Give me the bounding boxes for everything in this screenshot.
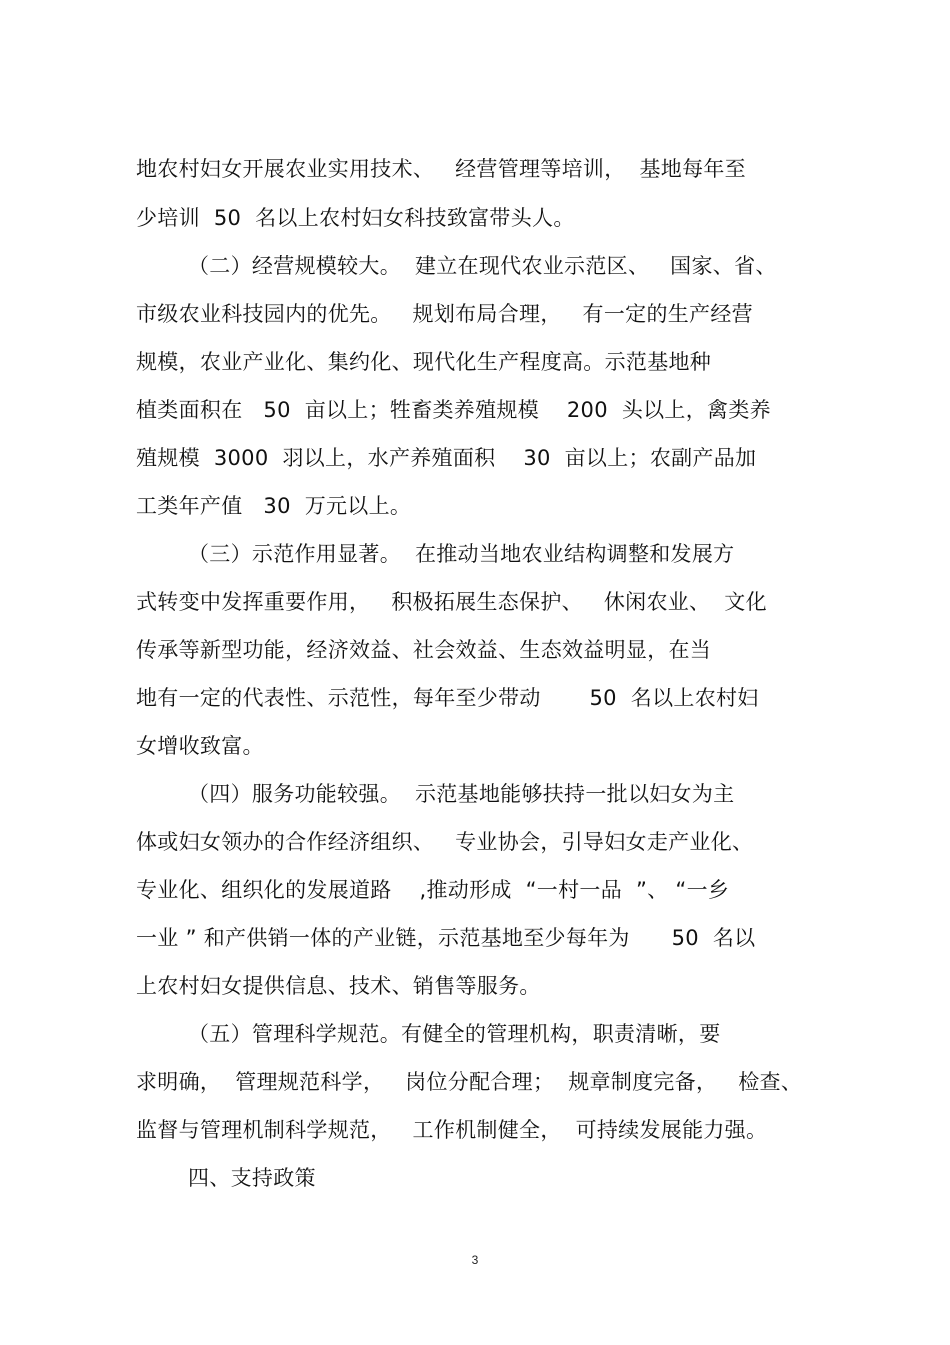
text-line: 规模，农业产业化、集约化、现代化生产程度高。示范基地种 bbox=[136, 350, 712, 374]
text-line: （四）服务功能较强。 示范基地能够扶持一批以妇女为主 bbox=[188, 782, 735, 806]
page-number: 3 bbox=[471, 1253, 479, 1267]
text-line: 体或妇女领办的合作经济组织、 专业协会，引导妇女走产业化、 bbox=[136, 830, 754, 854]
text-line: 地农村妇女开展农业实用技术、 经营管理等培训， 基地每年至 bbox=[136, 157, 746, 181]
text-line: 工类年产值 30 万元以上。 bbox=[136, 494, 412, 518]
text-line: 专业化、组织化的发展道路 ,推动形成 “一村一品 ”、 “一乡 bbox=[136, 878, 730, 902]
text-line: 上农村妇女提供信息、技术、销售等服务。 bbox=[136, 974, 541, 998]
text-line: 殖规模 3000 羽以上，水产养殖面积 30 亩以上；农副产品加 bbox=[136, 446, 757, 470]
text-line: （三）示范作用显著。 在推动当地农业结构调整和发展方 bbox=[188, 542, 735, 566]
text-line: 式转变中发挥重要作用， 积极拓展生态保护、 休闲农业、 文化 bbox=[136, 590, 767, 614]
text-line: 监督与管理机制科学规范， 工作机制健全， 可持续发展能力强。 bbox=[136, 1118, 768, 1142]
text-line: 求明确， 管理规范科学， 岗位分配合理； 规章制度完备， 检查、 bbox=[136, 1070, 803, 1094]
section-heading: 四、支持政策 bbox=[188, 1166, 316, 1190]
text-line: （二）经营规模较大。 建立在现代农业示范区、 国家、省、 bbox=[188, 254, 777, 278]
text-line: 一业 ” 和产供销一体的产业链，示范基地至少每年为 50 名以 bbox=[136, 926, 756, 950]
text-line: 地有一定的代表性、示范性，每年至少带动 50 名以上农村妇 bbox=[136, 686, 759, 710]
text-line: 植类面积在 50 亩以上；牲畜类养殖规模 200 头以上，禽类养 bbox=[136, 398, 771, 422]
text-line: （五）管理科学规范。有健全的管理机构，职责清晰，要 bbox=[188, 1022, 721, 1046]
text-line: 传承等新型功能，经济效益、社会效益、生态效益明显，在当 bbox=[136, 638, 712, 662]
text-line: 女增收致富。 bbox=[136, 734, 264, 758]
text-line: 少培训 50 名以上农村妇女科技致富带头人。 bbox=[136, 206, 575, 230]
text-line: 市级农业科技园内的优先。 规划布局合理， 有一定的生产经营 bbox=[136, 302, 753, 326]
